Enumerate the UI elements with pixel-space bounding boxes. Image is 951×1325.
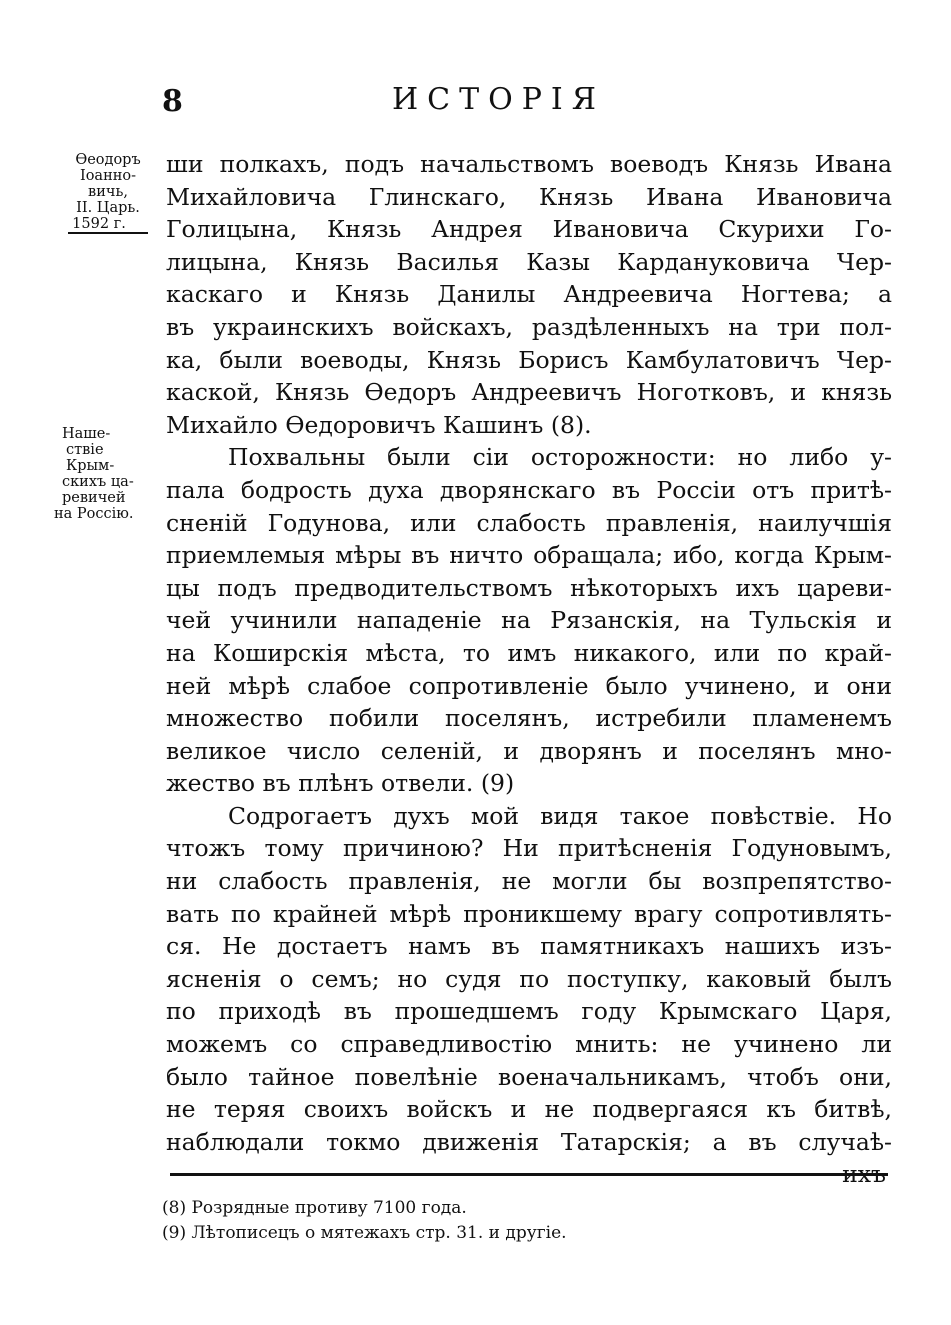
text-line: каскаго и Князь Данилы Андреевича Ногтева; а xyxy=(166,280,892,309)
text-line: Голицына, Князь Андрея Ивановича Скурихи Го- xyxy=(166,215,892,244)
text-line: въ украинскихъ войскахъ, раздѣленныхъ на три пол- xyxy=(166,312,892,341)
margin-note-line: ствіе xyxy=(66,442,104,458)
text-line: чтожъ тому причиною? Ни притѣсненія Годуновымъ, xyxy=(166,834,892,863)
text-line: на Коширскія мѣста, то имъ никакого, или по край- xyxy=(166,638,892,667)
margin-note-invasion xyxy=(54,426,162,522)
main-text xyxy=(166,148,892,1191)
footnote: (9) Лѣтописецъ о мятежахъ стр. 31. и другіе. xyxy=(162,1223,567,1243)
margin-note-line: Ѳеодоръ xyxy=(75,152,141,168)
text-line: пала бодрость духа дворянскаго въ Россіи отъ притѣ- xyxy=(166,475,892,504)
margin-note-line: ревичей xyxy=(62,490,126,506)
margin-note-line: Іоанно- xyxy=(79,168,137,184)
margin-note-line: на Россію. xyxy=(54,506,134,522)
text-line: ясненія о семъ; но судя по поступку, каковый былъ xyxy=(166,964,892,993)
running-title: ИСТОРІЯ xyxy=(392,82,605,117)
margin-note-line: скихъ ца- xyxy=(62,474,134,490)
text-line: по приходѣ въ прошедшемъ году Крымскаго Царя, xyxy=(166,997,892,1026)
margin-note-line: Крым- xyxy=(66,458,115,474)
text-line: цы подъ предводительствомъ нѣкоторыхъ ихъ цареви- xyxy=(166,573,892,602)
text-line: ней мѣрѣ слабое сопротивленіе было учинено, и они xyxy=(166,671,892,700)
text-line: не теряя своихъ войскъ и не подвергаяся къ битвѣ, xyxy=(166,1095,892,1124)
margin-note-line: вичь, xyxy=(88,184,128,200)
text-line: ни слабость правленія, не могли бы возпрепятство- xyxy=(166,867,892,896)
text-line: ши полкахъ, подъ начальствомъ воеводъ Князь Ивана xyxy=(166,150,892,178)
text-line: сненій Годунова, или слабость правленія, наилучшія xyxy=(166,508,892,537)
text-line: вать по крайней мѣрѣ проникшему врагу сопротивлять- xyxy=(166,899,892,928)
text-line: приемлемыя мѣры въ ничто обращала; ибо, когда Крым- xyxy=(166,541,892,570)
text-line: можемъ со справедливостію мнить: не учинено ли xyxy=(166,1030,892,1059)
text-line: Михайловича Глинскаго, Князь Ивана Ивановича xyxy=(166,182,892,211)
text-line: лицына, Князь Василья Казы Кардануковича Чер- xyxy=(166,247,892,276)
footnotes xyxy=(162,1196,567,1246)
margin-note-year: 1592 г. xyxy=(68,216,148,234)
margin-note-line: II. Царь. xyxy=(76,200,140,216)
text-line: Михайло Ѳедоровичъ Кашинъ (8). xyxy=(166,410,592,439)
text-line: каской, Князь Ѳедоръ Андреевичъ Ноготковъ, и князь xyxy=(166,378,892,407)
catchword: ихъ xyxy=(842,1160,886,1189)
text-line: ся. Не достаетъ намъ въ памятникахъ нашихъ изъ- xyxy=(166,932,892,961)
text-line: Содрогаетъ духъ мой видя такое повѣствіе. Но xyxy=(228,801,892,830)
page-number: 8 xyxy=(162,84,183,119)
text-line: наблюдали токмо движенія Татарскія; а въ случаѣ- xyxy=(166,1127,892,1156)
text-line: жество въ плѣнъ отвели. (9) xyxy=(166,769,515,798)
text-line: множество побили поселянъ, истребили пламенемъ xyxy=(166,704,892,733)
text-line: Похвальны были сіи осторожности: но либо у- xyxy=(228,443,892,472)
text-line: было тайное повелѣніе военачальникамъ, чтобъ они, xyxy=(166,1062,892,1091)
margin-note-reign xyxy=(54,152,162,234)
footnote-rule xyxy=(170,1173,888,1176)
text-line: чей учинили нападеніе на Рязанскія, на Тульскія и xyxy=(166,606,892,635)
text-line: ка, были воеводы, Князь Борисъ Камбулатовичъ Чер- xyxy=(166,345,892,374)
margin-note-line: Наше- xyxy=(62,426,111,442)
text-line: великое число селеній, и дворянъ и поселянъ мно- xyxy=(166,736,892,765)
footnote: (8) Розрядные противу 7100 года. xyxy=(162,1198,467,1218)
